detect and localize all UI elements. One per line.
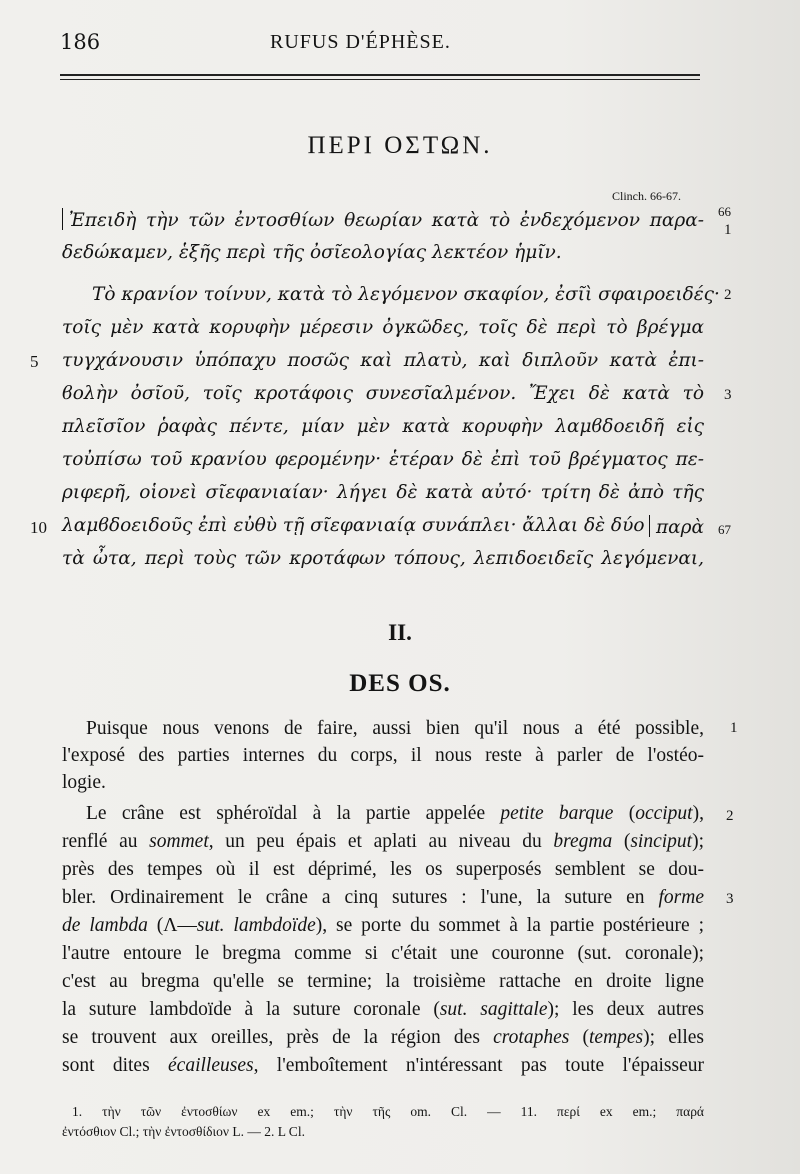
greek-line-10: λαμϐδοειδοῦς ἐπὶ εὐθὺ τῇ σῖεφανιαίᾳ συνάπλει· ἄλλαι δὲ δύο: [62, 515, 645, 536]
section-bar: [62, 208, 63, 230]
greek-line-4: τοῖς μὲν κατὰ κορυφὴν μέρεσιν ὀγκῶδες, τοῖς δὲ περὶ τὸ βρέγμα: [62, 317, 704, 338]
french-p1-line-3: logie.: [62, 772, 106, 793]
greek-line-1: Ἐπειδὴ τὴν τῶν ἐντοσθίων θεωρίαν κατὰ τὸ ἐνδεχόμενον παρα-: [62, 208, 704, 231]
greek-line-11: τὰ ὦτα, περὶ τοὺς τῶν κροτάφων τόπους, λεπιδοειδεῖς λεγόμεναι,: [62, 548, 704, 569]
margin-number-3: 3: [724, 387, 732, 403]
section-bar: [649, 515, 650, 537]
margin-page-66: 66: [718, 204, 731, 219]
french-p2-line-6: l'autre entoure le bregma comme si c'était une couronne (sut. coronale);: [62, 943, 704, 964]
margin-page-67: 67: [718, 522, 731, 537]
line-number-5: 5: [30, 352, 39, 371]
french-p2-line-3: près des tempes où il est déprimé, les os superposés semblent se dou-: [62, 859, 704, 880]
french-p2-line-2: renflé au sommet, un peu épais et aplati au niveau du bregma (sinciput);: [62, 831, 705, 852]
french-margin-2: 2: [726, 808, 734, 824]
section-number: II.: [388, 620, 412, 645]
greek-line-5: τυγχάνουσιν ὑπόπαχυ ποσῶς καὶ πλατὺ, καὶ διπλοῦν κατὰ ἐπι-: [62, 350, 704, 371]
french-p2-line-5: de lambda (Λ—sut. lambdoïde), se porte du sommet à la partie postérieure ;: [62, 915, 705, 936]
page-number: 186: [60, 30, 101, 54]
footnote-line-2: ἐντόσθιον Cl.; τὴν ἐντοσθίδιον L. — 2. L Cl.: [62, 1124, 305, 1139]
greek-line-8: τοὐπίσω τοῦ κρανίου φερομένην· ἑτέραν δὲ ἐπὶ τοῦ βρέγματος πε-: [62, 449, 704, 470]
greek-line-3: Τὸ κρανίον τοίνυν, κατὰ τὸ λεγόμενον σκαφίον, ἐσῖὶ σφαιροειδές·: [92, 284, 720, 305]
greek-line-10-end: παρὰ: [640, 515, 704, 538]
greek-line-7: πλεῖσῖον ῥαφὰς πέντε, μίαν μὲν κατὰ κορυφὴν λαμϐδοειδῆ εἰς: [62, 416, 704, 437]
greek-line-9: ριφερῆ, οἱονεὶ σῖεφανιαίαν· λήγει δὲ κατὰ αὐτό· τρίτη δὲ ἀπὸ τῆς: [62, 482, 704, 503]
greek-line-2: δεδώκαμεν, ἑξῆς περὶ τῆς ὀσῖεολογίας λεκτέον ἡμῖν.: [62, 242, 562, 263]
header-rule-thick: [60, 74, 700, 76]
french-p2-line-4: bler. Ordinairement le crâne a cinq sutures : l'une, la suture en forme: [62, 887, 704, 908]
header-rule-thin: [60, 79, 700, 80]
french-p2-line-1: Le crâne est sphéroïdal à la partie appelée petite barque (occiput),: [86, 803, 704, 824]
french-margin-3: 3: [726, 891, 734, 907]
french-p1-line-2: l'exposé des parties internes du corps, il nous reste à parler de l'ostéo-: [62, 745, 704, 766]
greek-line-6: ϐολὴν ὀσῖοῦ, τοῖς κροτάφοις συνεσῖαλμένον. Ἔχει δὲ κατὰ τὸ: [62, 383, 704, 404]
french-p2-line-7: c'est au bregma qu'elle se termine; la troisième rattache en droite ligne: [62, 971, 704, 992]
french-p1-line-1: Puisque nous venons de faire, aussi bien qu'il nous a été possible,: [86, 718, 704, 739]
french-margin-1: 1: [730, 720, 738, 736]
clinch-reference: Clinch. 66-67.: [612, 189, 681, 203]
running-title: RUFUS D'ÉPHÈSE.: [270, 31, 451, 53]
french-p2-line-9: se trouvent aux oreilles, près de la région des crotaphes (tempes); elles: [62, 1027, 704, 1048]
line-number-10: 10: [30, 518, 47, 537]
margin-number-1: 1: [724, 222, 732, 238]
margin-number-2: 2: [724, 287, 732, 303]
footnote-line-1: 1. τὴν τῶν ἐντοσθίων ex em.; τὴν τῆς om. Cl. — 11. περί ex em.; παρά: [72, 1104, 704, 1119]
section-title: DES OS.: [349, 670, 451, 697]
french-p2-line-8: la suture lambdoïde à la suture coronale (sut. sagittale); les deux autres: [62, 999, 704, 1020]
greek-title: ΠΕΡΙ ΟΣΤΩΝ.: [307, 132, 493, 159]
french-p2-line-10: sont dites écailleuses, l'emboîtement n'intéressant pas toute l'épaisseur: [62, 1055, 704, 1076]
